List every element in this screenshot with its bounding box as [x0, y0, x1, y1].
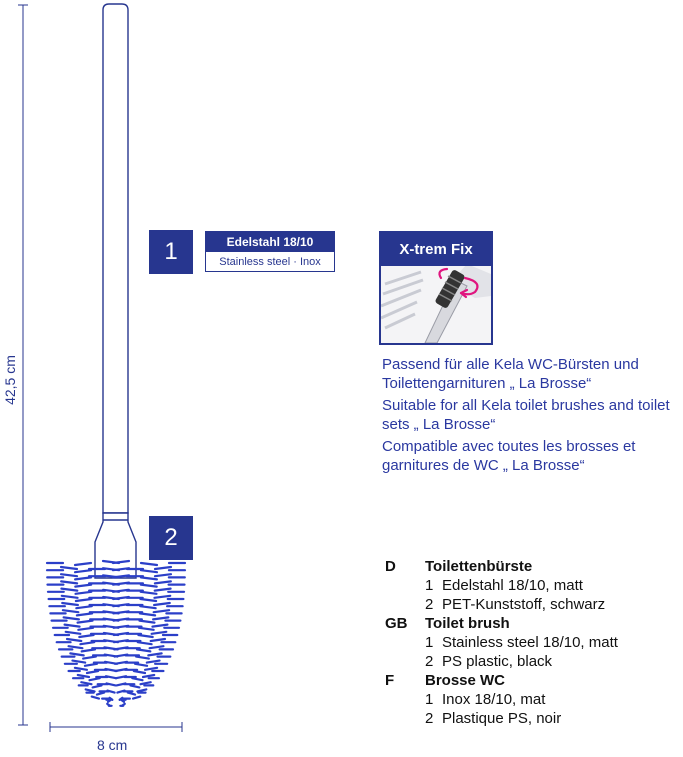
legend-item-fr-1: Inox 18/10, mat	[442, 691, 546, 708]
legend-title-de: Toilettenbürste	[425, 558, 533, 575]
callout-1-number: 1	[164, 238, 178, 265]
compatibility-english: Suitable for all Kela toilet brushes and toilet sets „ La Brosse“	[382, 397, 670, 433]
callout-2-number: 2	[164, 524, 178, 551]
legend-item-fr-2: Plastique PS, noir	[442, 710, 562, 727]
compatibility-notes	[382, 356, 682, 479]
compatibility-french: Compatible avec toutes les brosses et garnitures de WC „ La Brosse“	[382, 438, 636, 474]
legend-code-gb: GB	[385, 615, 408, 632]
material-label	[205, 231, 335, 272]
xtrem-fix-title: X-trem Fix	[381, 233, 491, 266]
height-dimension-label: 42,5 cm	[2, 355, 18, 405]
legend-title-fr: Brosse WC	[425, 672, 506, 689]
legend-item-gb-1: Stainless steel 18/10, matt	[442, 634, 618, 651]
xtrem-fix-illustration	[381, 266, 491, 343]
legend-title-gb: Toilet brush	[425, 615, 510, 632]
legend-num: 2	[425, 710, 434, 727]
callout-1-badge	[149, 230, 193, 274]
legend-code-fr: F	[385, 672, 395, 689]
legend-num: 1	[425, 577, 434, 594]
width-dimension-label: 8 cm	[97, 737, 128, 753]
legend-item-de-2: PET-Kunststoff, schwarz	[442, 596, 606, 613]
legend-num: 2	[425, 596, 434, 613]
height-dimension	[0, 355, 20, 405]
legend-num: 2	[425, 653, 434, 670]
legend-item-de-1: Edelstahl 18/10, matt	[442, 577, 583, 594]
legend-num: 1	[425, 634, 434, 651]
callout-2-badge	[149, 516, 193, 560]
compatibility-german: Passend für alle Kela WC-Bürsten und Toilettengarnituren „ La Brosse“	[382, 356, 639, 392]
legend-item-gb-2: PS plastic, black	[442, 653, 553, 670]
xtrem-fix-badge	[379, 231, 493, 345]
legend-num: 1	[425, 691, 434, 708]
material-label-german: Edelstahl 18/10	[206, 232, 334, 252]
brush-handle	[95, 4, 136, 578]
bristle-head	[47, 561, 185, 706]
legend-code-de: D	[385, 558, 396, 575]
material-label-english-french: Stainless steel · Inox	[219, 255, 321, 268]
